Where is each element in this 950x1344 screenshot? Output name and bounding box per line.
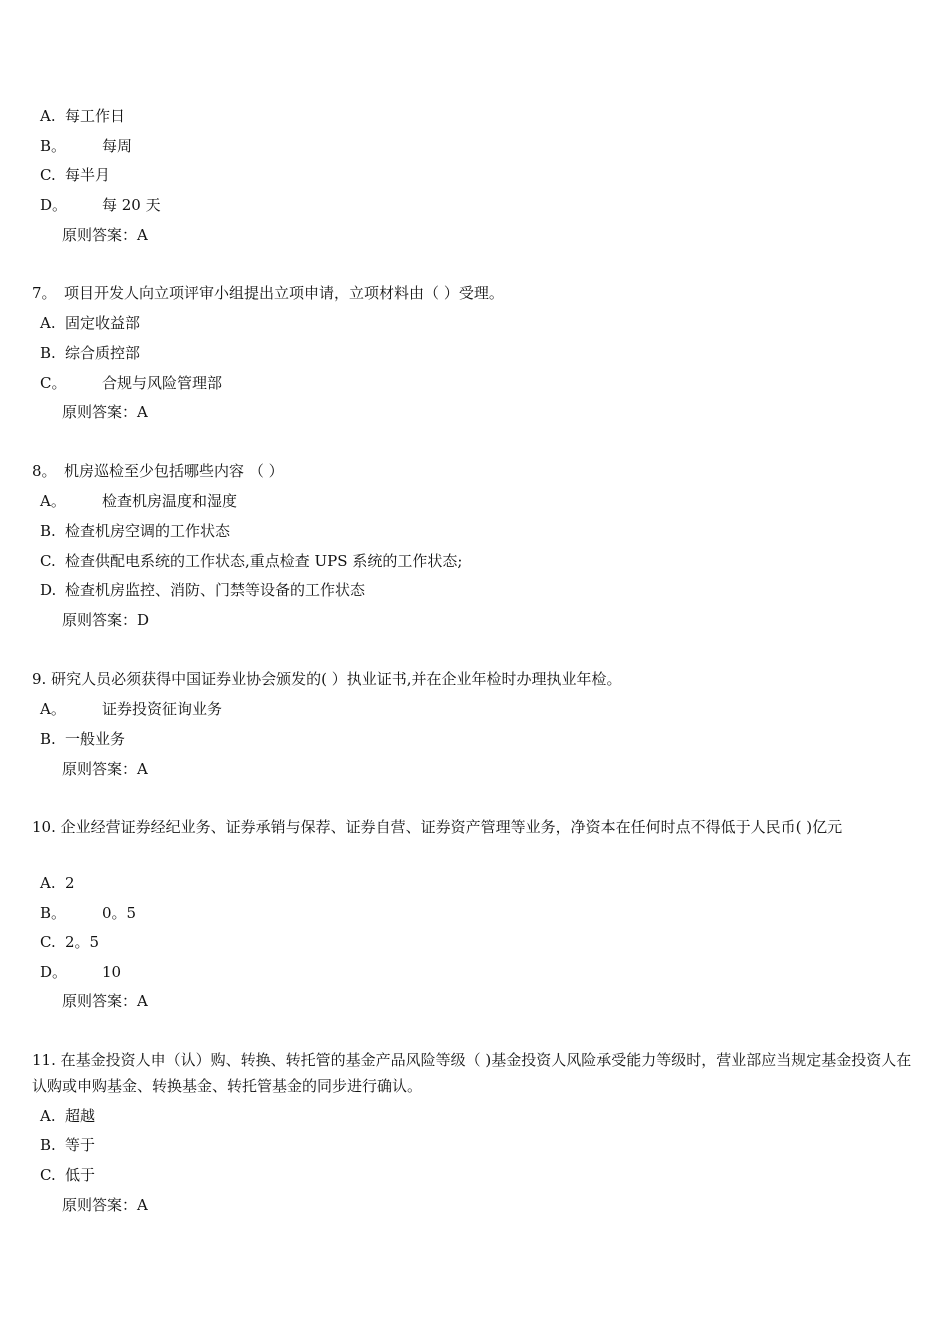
option-text: 证券投资征询业务 — [102, 700, 223, 718]
answer-text: 原则答案：A — [62, 1196, 148, 1214]
option-letter: B. — [40, 730, 56, 748]
question-text: 10. 企业经营证券经纪业务、证券承销与保荐、证券自营、证券资产管理等业务，净资本在任何时点不得低于人民币( )亿元 — [32, 818, 843, 836]
option-text: 等于 — [65, 1136, 96, 1154]
option-letter: C. — [40, 552, 56, 570]
option-text: 合规与风险管理部 — [102, 374, 223, 392]
option-letter: B. — [40, 344, 56, 362]
answer-text: 原则答案：D — [62, 611, 150, 629]
option-letter: B. — [40, 1136, 56, 1154]
option-letter: A. — [40, 1107, 56, 1125]
option-letter: A. — [40, 107, 56, 125]
option-text: 0。5 — [102, 904, 137, 922]
answer-text: 原则答案：A — [62, 992, 148, 1010]
option-letter: C。 — [40, 374, 67, 392]
option-text: 2。5 — [65, 933, 100, 951]
option-letter: C. — [40, 933, 56, 951]
option-letter: A. — [40, 314, 56, 332]
answer-text: 原则答案：A — [62, 226, 148, 244]
option-text: 检查供配电系统的工作状态,重点检查 UPS 系统的工作状态; — [65, 552, 463, 570]
option-text: 固定收益部 — [65, 314, 141, 332]
option-letter: A。 — [40, 700, 66, 718]
question-text: 9. 研究人员必须获得中国证券业协会颁发的( ）执业证书,并在企业年检时办理执业年检。 — [32, 670, 622, 688]
answer-text: 原则答案：A — [62, 403, 148, 421]
option-letter: D。 — [40, 963, 68, 981]
option-text: 检查机房温度和湿度 — [102, 492, 238, 510]
option-letter: D。 — [40, 196, 68, 214]
question-text: 7。 项目开发人向立项评审小组提出立项申请，立项材料由（ ）受理。 — [32, 284, 504, 302]
option-letter: A. — [40, 874, 56, 892]
option-letter: B。 — [40, 137, 67, 155]
answer-text: 原则答案：A — [62, 760, 148, 778]
option-text: 2 — [65, 874, 75, 892]
option-text: 低于 — [65, 1166, 96, 1184]
option-letter: A。 — [40, 492, 66, 510]
option-text: 检查机房空调的工作状态 — [65, 522, 231, 540]
option-text: 每周 — [102, 137, 133, 155]
option-letter: C. — [40, 166, 56, 184]
option-text: 每工作日 — [65, 107, 126, 125]
option-letter: C. — [40, 1166, 56, 1184]
question-text: 8。 机房巡检至少包括哪些内容 （ ） — [32, 462, 284, 480]
option-text: 超越 — [65, 1107, 96, 1125]
option-text: 每半月 — [65, 166, 111, 184]
question-text: 11. 在基金投资人申（认）购、转换、转托管的基金产品风险等级（ )基金投资人风险承受能力等级时，营业部应当规定基金投资人在认购或申购基金、转换基金、转托管基金的同步进行确认。 — [32, 1051, 912, 1095]
option-text: 检查机房监控、消防、门禁等设备的工作状态 — [65, 581, 366, 599]
option-text: 10 — [102, 963, 122, 981]
option-text: 综合质控部 — [65, 344, 141, 362]
option-text: 每 20 天 — [102, 196, 161, 214]
option-letter: B。 — [40, 904, 67, 922]
option-text: 一般业务 — [65, 730, 126, 748]
option-letter: D. — [40, 581, 57, 599]
option-letter: B. — [40, 522, 56, 540]
